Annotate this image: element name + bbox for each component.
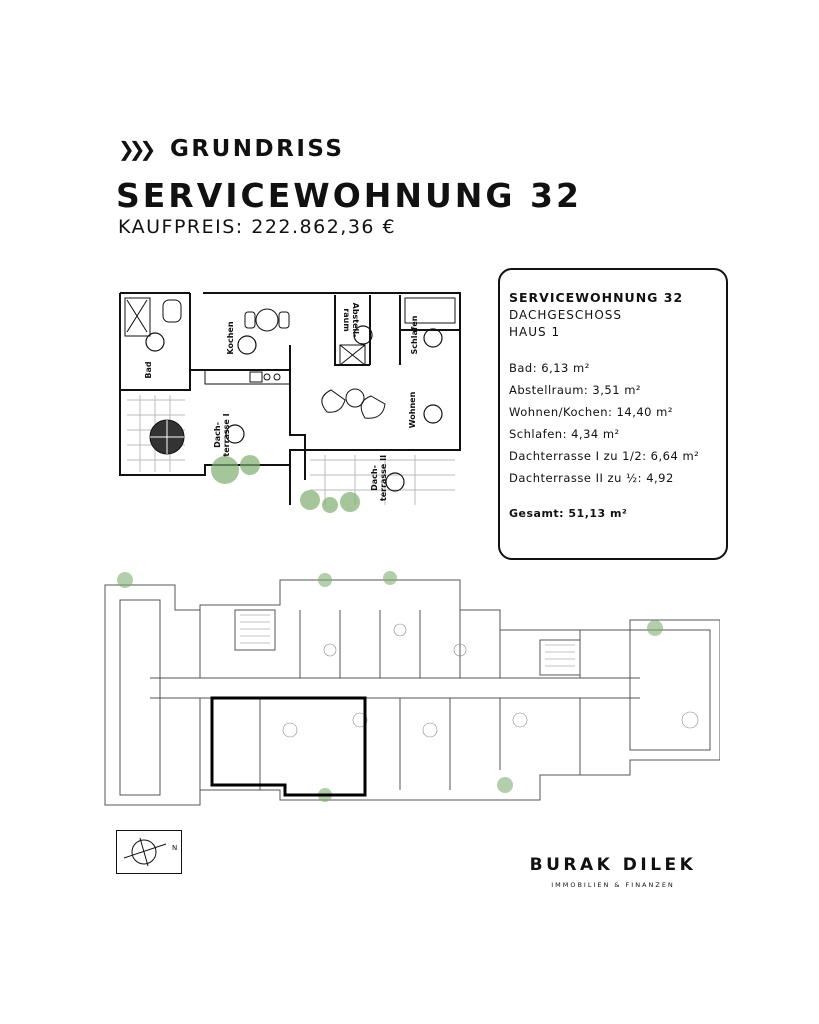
unit-building: HAUS 1 (509, 325, 561, 339)
room-label-abstellraum: Abstell-raum (342, 302, 360, 338)
building-overview-plan (100, 570, 720, 810)
area-item: Dachterrasse II zu ½: 4,92 (509, 471, 674, 485)
chevrons-icon: ❯❯❯ (118, 137, 151, 161)
brand-logo (526, 855, 700, 889)
room-label-kochen: Kochen (226, 321, 235, 355)
area-item: Abstellraum: 3,51 m² (509, 383, 642, 397)
area-item: Bad: 6,13 m² (509, 361, 590, 375)
floor-plan (115, 290, 475, 520)
purchase-price: KAUFPREIS: 222.862,36 € (118, 216, 397, 238)
area-item: Schlafen: 4,34 m² (509, 427, 620, 441)
unit-info-box (498, 268, 728, 560)
room-label-schlafen: Schlafen (410, 315, 419, 355)
brand-tagline: IMMOBILIEN & FINANZEN (551, 881, 675, 889)
room-label-dachterrasse-2: Dach-terrasse II (370, 454, 388, 502)
room-label-bad: Bad (144, 361, 153, 379)
area-item: Wohnen/Kochen: 14,40 m² (509, 405, 673, 419)
area-item: Dachterrasse I zu 1/2: 6,64 m² (509, 449, 700, 463)
section-label (118, 136, 344, 162)
compass-icon (116, 830, 182, 874)
room-label-dachterrasse-1: Dach-terrasse I (213, 413, 231, 457)
brand-name: BURAK DILEK (529, 855, 697, 875)
compass-north-label: N (172, 844, 178, 852)
area-list (509, 361, 716, 485)
area-total: Gesamt: 51,13 m² (509, 507, 628, 520)
page-title: SERVICEWOHNUNG 32 (116, 176, 582, 215)
room-label-wohnen: Wohnen (408, 391, 417, 429)
section-label-text: GRUNDRISS (170, 136, 345, 162)
unit-name: SERVICEWOHNUNG 32 (509, 290, 684, 305)
unit-floor: DACHGESCHOSS (509, 308, 623, 322)
